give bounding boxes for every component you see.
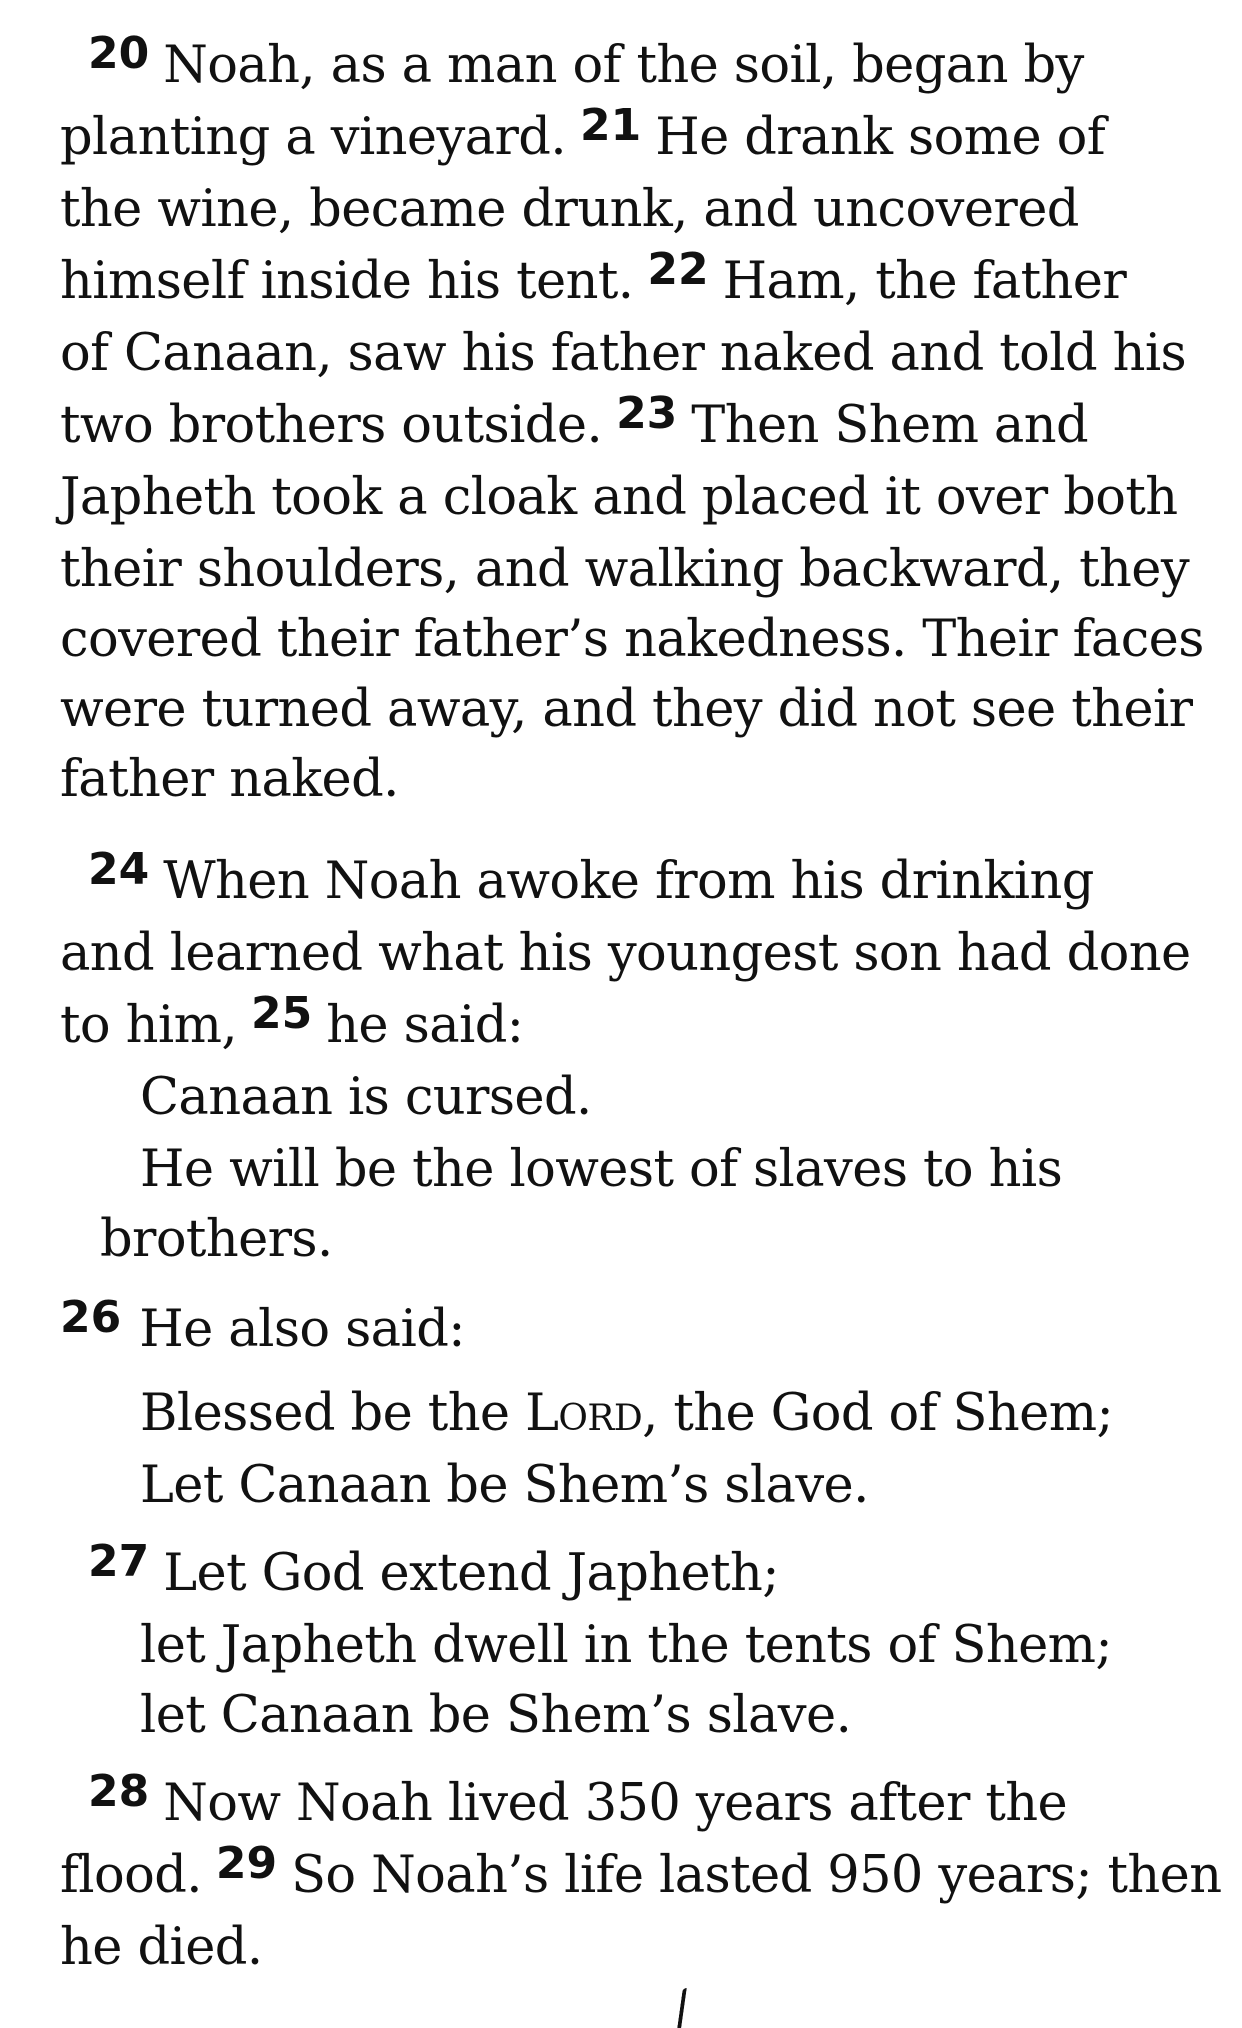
verse-text: the wine, became drunk, and uncovered <box>60 180 1079 239</box>
poem-line <box>140 1456 869 1516</box>
verse-line <box>60 1918 262 1978</box>
verse-text: Then Shem and <box>691 396 1089 455</box>
verse-text: father naked. <box>60 750 399 809</box>
verse-text: Noah, as a man of the soil, began by <box>163 36 1084 95</box>
verse-number: 24 <box>88 844 150 895</box>
verse-text: their shoulders, and walking backward, they <box>60 540 1190 599</box>
poem-line <box>100 1210 333 1270</box>
verse-text: planting a vineyard. <box>60 108 566 167</box>
verse-text: let Japheth dwell in the tents of Shem; <box>140 1616 1112 1675</box>
verse-line <box>60 388 1089 458</box>
verse-text: were turned away, and they did not see their <box>60 680 1193 739</box>
verse-text: let Canaan be Shem’s slave. <box>140 1686 852 1745</box>
verse-text: and learned what his youngest son had done <box>60 924 1191 983</box>
poem-line <box>140 1616 1112 1676</box>
verse-number: 28 <box>88 1766 150 1817</box>
verse-text: When Noah awoke from his drinking <box>163 852 1094 911</box>
verse-line <box>88 844 1094 914</box>
verse-text: two brothers outside. <box>60 396 603 455</box>
verse-text: he said: <box>326 996 524 1055</box>
verse-line <box>88 28 1084 98</box>
verse-line <box>60 988 524 1058</box>
verse-text: he died. <box>60 1918 263 1977</box>
verse-text: He drank some of <box>655 108 1106 167</box>
verse-line <box>60 540 1189 600</box>
verse-text: Japheth took a cloak and placed it over both <box>60 468 1178 527</box>
lord-small-caps: Lord <box>525 1384 643 1443</box>
verse-number: 25 <box>250 988 313 1039</box>
verse-text: to him, <box>60 996 237 1055</box>
verse-text: of Canaan, saw his father naked and told his <box>60 324 1187 383</box>
page-ornament-mark <box>677 1988 695 2028</box>
verse-line <box>88 1536 779 1606</box>
verse-number: 26 <box>60 1292 122 1343</box>
verse-number: 27 <box>88 1536 150 1587</box>
verse-text: Blessed be the <box>140 1384 526 1443</box>
verse-number: 23 <box>616 388 678 439</box>
poem-line <box>140 1068 592 1128</box>
verse-line <box>60 180 1079 240</box>
verse-text: He will be the lowest of slaves to his <box>140 1140 1063 1199</box>
verse-text: Let Canaan be Shem’s slave. <box>140 1456 869 1515</box>
verse-text: Let God extend Japheth; <box>163 1544 779 1603</box>
verse-line <box>60 324 1186 384</box>
verse-line <box>60 468 1178 528</box>
verse-line <box>60 244 1127 314</box>
verse-line <box>60 610 1204 670</box>
verse-text: himself inside his tent. <box>60 252 634 311</box>
verse-text: So Noah’s life lasted 950 years; then <box>291 1846 1222 1905</box>
verse-line <box>88 1766 1068 1836</box>
verse-line <box>60 750 399 810</box>
verse-text: Ham, the father <box>722 252 1127 311</box>
verse-line <box>60 1292 465 1362</box>
verse-number: 21 <box>579 100 642 151</box>
verse-line <box>60 1838 1222 1908</box>
verse-text: Canaan is cursed. <box>140 1068 592 1127</box>
verse-line <box>60 924 1191 984</box>
poem-line <box>140 1686 851 1746</box>
verse-text: Now Noah lived 350 years after the <box>163 1774 1068 1833</box>
verse-text: flood. <box>60 1846 202 1905</box>
verse-number: 20 <box>88 28 150 79</box>
verse-text: , the God of Shem; <box>642 1384 1114 1443</box>
poem-line <box>140 1384 1113 1444</box>
poem-line <box>140 1140 1062 1200</box>
verse-line <box>60 680 1192 740</box>
verse-text: He also said: <box>139 1300 465 1359</box>
verse-number: 29 <box>215 1838 278 1889</box>
verse-text: covered their father’s nakedness. Their faces <box>60 610 1204 669</box>
verse-line <box>60 100 1106 170</box>
verse-number: 22 <box>647 244 709 295</box>
verse-text: brothers. <box>100 1210 333 1269</box>
